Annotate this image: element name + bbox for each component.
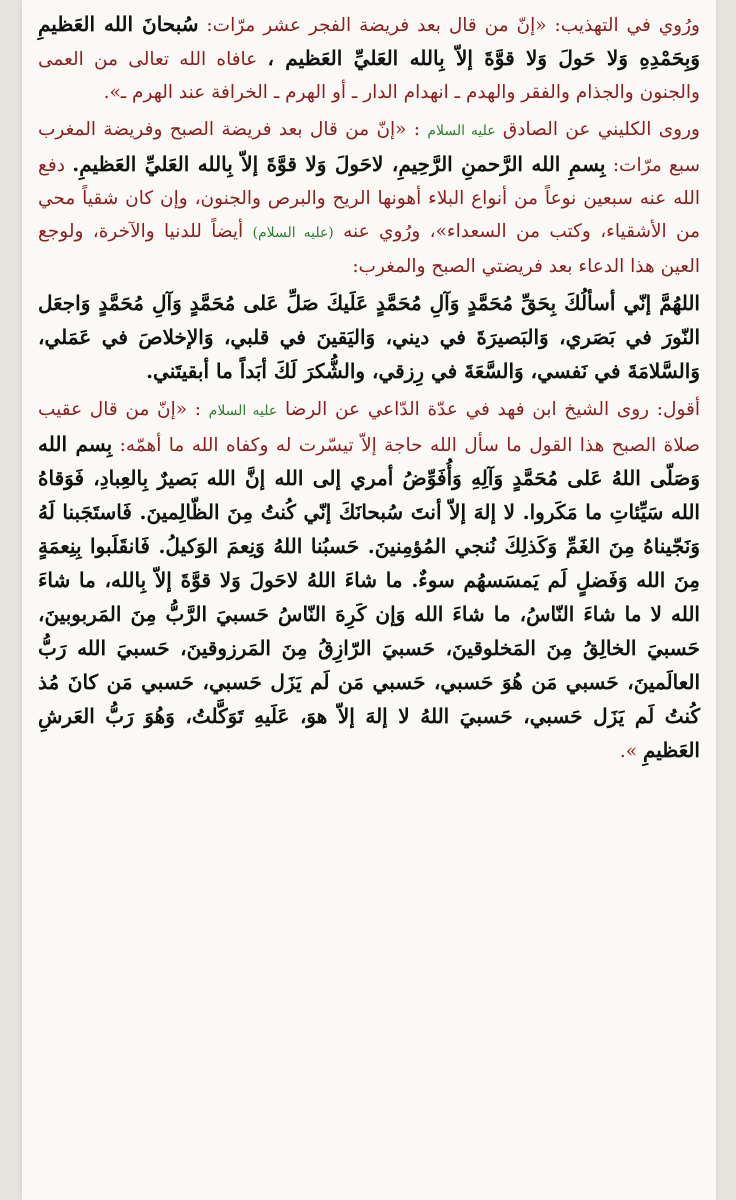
document-page (22, 0, 716, 1200)
narration-text: عافاه الله تعالى من العمى والجنون والجذام والفقر والهدم ـ انهدام الدار ـ أو الهرم ـ الخرافة عند الهرم ـ». (38, 49, 700, 103)
supplication-text: اللهُمَّ إنّي أسألُكَ بِحَقِّ مُحَمَّدٍ وَآلِ مُحَمَّدٍ عَلَيكَ صَلِّ عَلى مُحَمَّدٍ وَآلِ مُحَمَّدٍ وَاجعَل النّورَ في بَصَري، وَالبَصيرَةَ في ديني، وَاليَقينَ في قلبي، وَالإخلاصَ في عَمَلي، وَالسَّلامَةَ في نَفسي، وَالسَّعَةَ في رِزقي، والشُّكرَ لَكَ أبَداً ما أبقيتَني. (38, 291, 700, 383)
narration-text: أقول: روى الشيخ ابن فهد في عدّة الدّاعي عن الرضا (277, 399, 700, 420)
honorific-text: (عليه السلام) (252, 225, 334, 241)
honorific-text: عليه السلام (208, 403, 278, 419)
paragraph (38, 393, 700, 768)
narration-text: : «إنّ من قال عقيب صلاة الصبح هذا القول ما سأل الله حاجة إلاّ تيسّرت له وكفاه الله ما أهمّه: (38, 399, 700, 456)
honorific-text: عليه السلام (427, 123, 496, 139)
narration-text: وروى الكليني عن الصادق (495, 119, 700, 140)
supplication-text: بِسم الله وَصَلّى اللهُ عَلى مُحَمَّدٍ وَآلِهِ وَأُفَوِّضُ أمري إلى الله إنَّ الله بَصيرٌ بِالعِبادِ، فَوَقاهُ الله سَيِّئاتِ ما مَكَروا. لا إلهَ إلاّ أنتَ سُبحانَكَ إنّي كُنتُ مِنَ الظّالِمينَ. فَاستَجَبنا لَهُ وَنَجّيناهُ مِنَ الغَمِّ وَكَذلِكَ نُنجي المُؤمِنينَ. حَسبُنا اللهُ وَنِعمَ الوَكيلُ. فَانقَلَبوا بِنِعمَةٍ مِنَ الله وَفَضلٍ لَم يَمسَسهُم سوءٌ. ما شاءَ اللهُ لاحَولَ وَلا قوَّةَ إلاّ بِالله، ما شاءَ الله لا ما شاءَ النّاسُ، ما شاءَ الله وَإن كَرِهَ النّاسُ حَسبيَ الرَّبُّ مِنَ المَربوبينَ، حَسبيَ الخالِقُ مِنَ المَخلوقينَ، حَسبيَ الرّازِقُ مِنَ المَرزوقينَ، حَسبيَ الله رَبُّ العالَمينَ، حَسبي مَن هُوَ حَسبي، حَسبي مَن لَم يَزَل حَسبي، حَسبي مَن كانَ مُذ كُنتُ لَم يَزَل حَسبي، حَسبيَ اللهُ لا إلهَ إلاّ هوَ، عَلَيهِ تَوَكَّلتُ، وَهُوَ رَبُّ العَرشِ العَظيمِ (38, 432, 700, 762)
paragraph (38, 113, 700, 283)
document-text (22, 0, 716, 768)
narration-text: أيضاً للدنيا والآخرة، ولوجع العين هذا الدعاء بعد فريضتي الصبح والمغرب: (38, 221, 700, 277)
supplication-text: سُبحانَ الله العَظيمِ وَبِحَمْدِهِ وَلا حَولَ وَلا قوَّةَ إلاّ بِالله العَليِّ العَظيم ، (38, 12, 700, 70)
supplication-text: بِسمِ الله الرَّحمنِ الرَّحِيمِ، لاحَولَ وَلا قوَّةَ إلاّ بِالله العَليِّ العَظيمِ. (72, 152, 606, 176)
narration-text: ». (619, 741, 643, 762)
narration-text: دفع الله عنه سبعين نوعاً من أنواع البلاء أهونها الريح والبرص والجنون، وإن كان شقياً محي من الأشقياء، وكتب من السعداء»، ورُوي عنه (38, 155, 700, 242)
narration-text: ورُوي في التهذيب: «إنّ من قال بعد فريضة الفجر عشر مرّات: (198, 15, 700, 36)
narration-text: : «إنّ من قال بعد فريضة الصبح وفريضة المغرب سبع مرّات: (38, 119, 700, 176)
paragraph (38, 287, 700, 389)
paragraph (38, 8, 700, 109)
